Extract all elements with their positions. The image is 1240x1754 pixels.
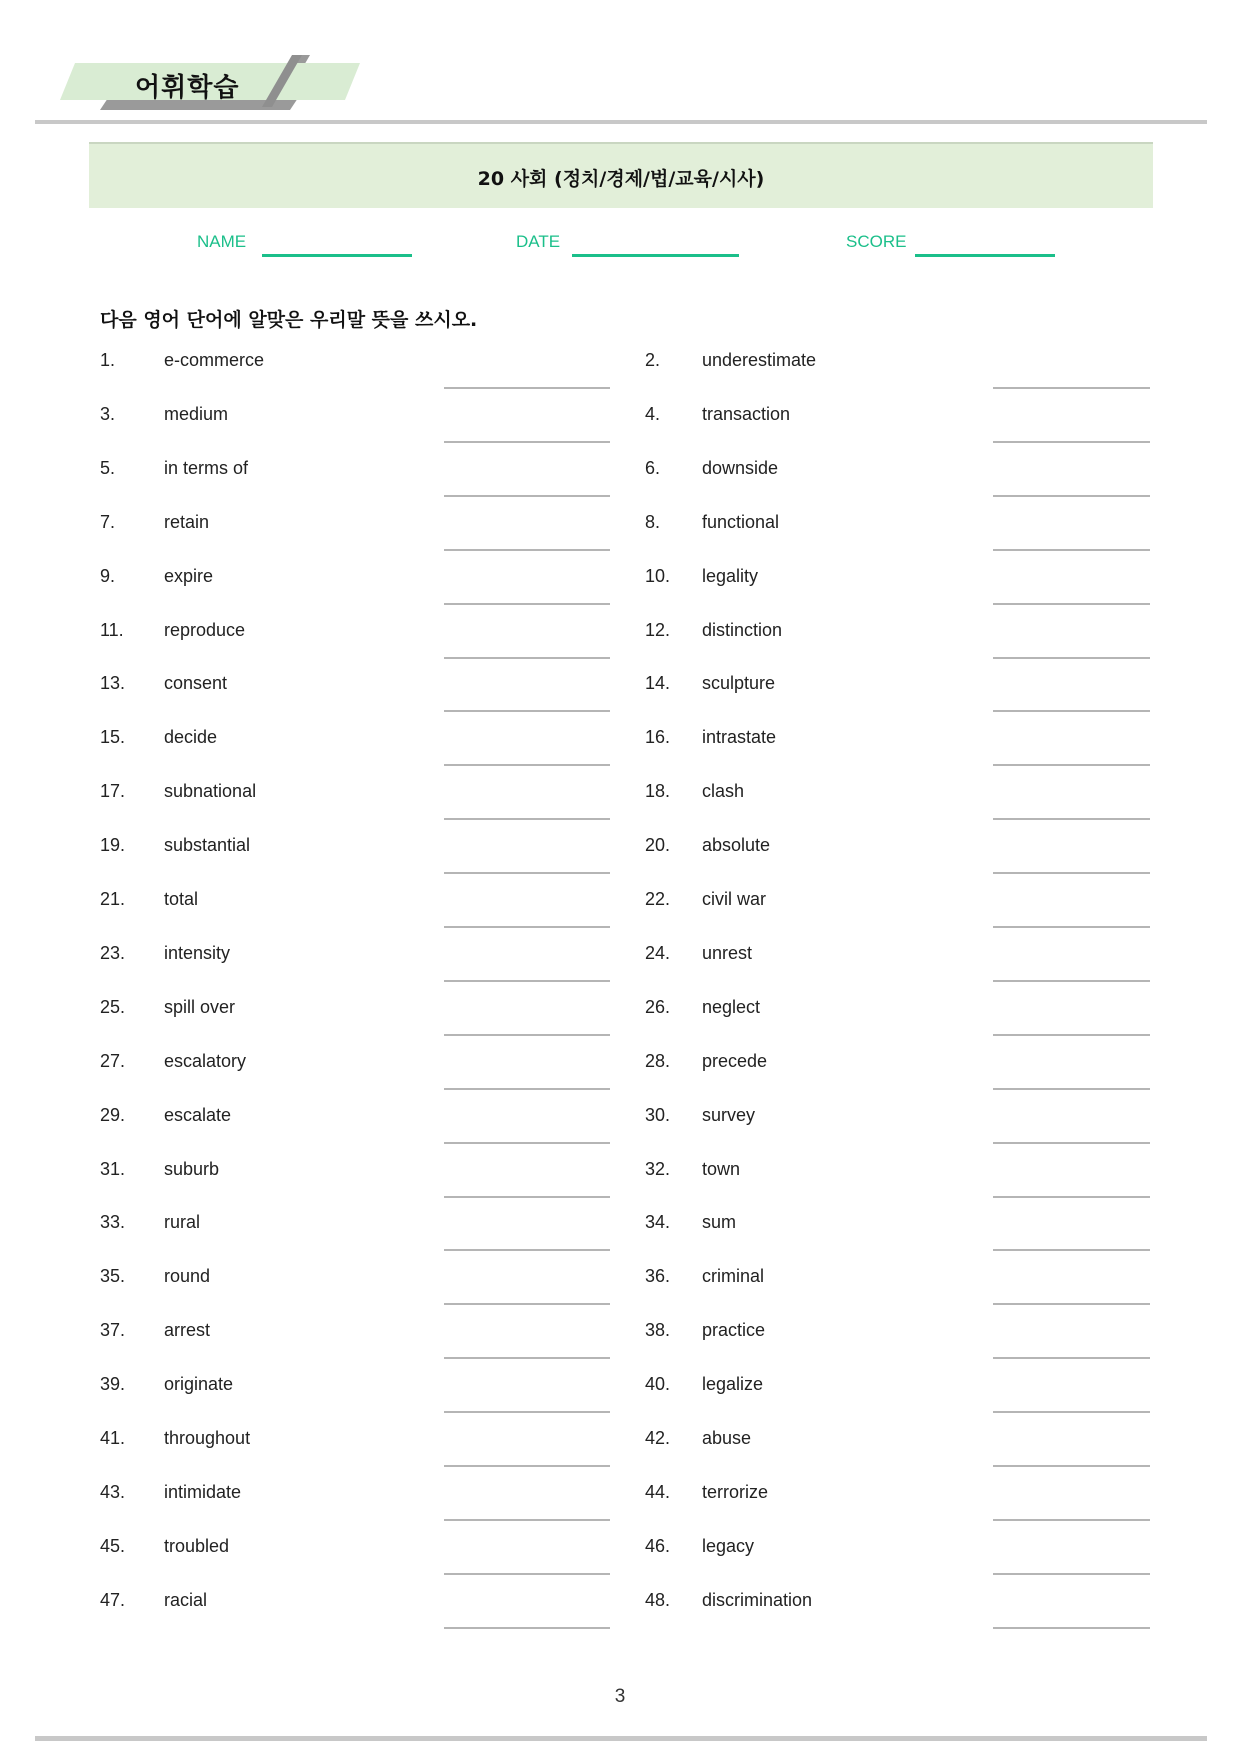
item-number: 42.	[645, 1428, 671, 1448]
answer-line[interactable]	[444, 710, 610, 712]
item-word: intrastate	[702, 727, 777, 748]
answer-line[interactable]	[993, 1573, 1150, 1575]
item-word: arrest	[164, 1320, 211, 1341]
item-number: 18.	[645, 781, 671, 802]
answer-line[interactable]	[993, 872, 1150, 874]
answer-line[interactable]	[444, 495, 610, 497]
item-word: in terms of	[164, 457, 249, 478]
answer-line[interactable]	[993, 549, 1150, 551]
answer-line[interactable]	[444, 980, 610, 982]
item-number: 34.	[645, 1212, 671, 1233]
answer-line[interactable]	[444, 1142, 610, 1144]
item-number: 41.	[100, 1428, 126, 1448]
item-word: survey	[702, 1104, 756, 1125]
item-word: escalatory	[164, 1050, 247, 1071]
answer-line[interactable]	[444, 1627, 610, 1629]
item-word: terrorize	[702, 1481, 769, 1502]
item-number: 32.	[645, 1158, 671, 1179]
item-number: 14.	[645, 673, 671, 694]
answer-line[interactable]	[444, 1196, 610, 1198]
item-number: 38.	[645, 1320, 671, 1341]
item-word: escalate	[164, 1104, 232, 1125]
item-word: precede	[702, 1050, 768, 1071]
answer-line[interactable]	[444, 549, 610, 551]
answer-line[interactable]	[444, 764, 610, 766]
item-word: practice	[702, 1320, 766, 1341]
item-number: 22.	[645, 889, 671, 909]
item-number: 28.	[645, 1050, 671, 1071]
score-label: SCORE	[846, 232, 907, 251]
item-word: substantial	[164, 835, 251, 856]
item-number: 4.	[645, 403, 661, 424]
item-word: legality	[702, 565, 759, 586]
item-number: 33.	[100, 1212, 126, 1233]
item-word: legalize	[702, 1374, 764, 1395]
answer-line[interactable]	[993, 764, 1150, 766]
item-number: 46.	[645, 1535, 671, 1556]
answer-line[interactable]	[444, 872, 610, 874]
answer-line[interactable]	[444, 1303, 610, 1305]
item-word: legacy	[702, 1535, 755, 1556]
page-number: 3	[614, 1686, 626, 1707]
item-word: town	[702, 1158, 741, 1179]
answer-line[interactable]	[993, 818, 1150, 820]
item-number: 9.	[100, 565, 116, 586]
top-divider	[35, 120, 1207, 124]
item-number: 45.	[100, 1535, 126, 1556]
item-number: 47.	[100, 1589, 126, 1610]
item-word: discrimination	[702, 1589, 813, 1610]
item-number: 39.	[100, 1374, 126, 1395]
answer-line[interactable]	[444, 926, 610, 928]
score-field[interactable]	[915, 254, 1055, 257]
name-label: NAME	[197, 232, 247, 251]
item-number: 24.	[645, 942, 671, 963]
item-number: 5.	[100, 457, 116, 478]
item-word: total	[164, 889, 199, 909]
item-number: 31.	[100, 1158, 126, 1179]
item-word: sum	[702, 1212, 737, 1233]
answer-line[interactable]	[993, 926, 1150, 928]
page-title: 어휘학습	[135, 73, 240, 103]
item-number: 30.	[645, 1104, 671, 1125]
item-number: 37.	[100, 1320, 126, 1341]
item-word: abuse	[702, 1428, 752, 1448]
answer-line[interactable]	[993, 387, 1150, 389]
answer-line[interactable]	[993, 1196, 1150, 1198]
item-word: absolute	[702, 835, 771, 856]
item-word: distinction	[702, 619, 783, 640]
item-number: 8.	[645, 511, 661, 532]
answer-line[interactable]	[993, 1303, 1150, 1305]
item-number: 6.	[645, 457, 661, 478]
item-number: 43.	[100, 1481, 126, 1502]
date-field[interactable]	[572, 254, 739, 257]
item-number: 27.	[100, 1050, 126, 1071]
banner-title: 20 사회 (정치/경제/법/교육/시사)	[477, 168, 765, 190]
item-word: subnational	[164, 781, 257, 802]
answer-line[interactable]	[444, 441, 610, 443]
item-word: sculpture	[702, 673, 776, 694]
answer-line[interactable]	[444, 387, 610, 389]
item-number: 11.	[100, 619, 124, 640]
item-number: 10.	[645, 565, 671, 586]
item-number: 29.	[100, 1104, 126, 1125]
item-word: functional	[702, 511, 780, 532]
item-word: suburb	[164, 1158, 220, 1179]
item-number: 2.	[645, 350, 661, 370]
answer-line[interactable]	[993, 441, 1150, 443]
item-word: underestimate	[702, 350, 817, 370]
answer-line[interactable]	[993, 603, 1150, 605]
item-word: consent	[164, 673, 228, 694]
item-word: throughout	[164, 1428, 251, 1448]
answer-line[interactable]	[444, 1357, 610, 1359]
item-word: spill over	[164, 996, 236, 1017]
answer-line[interactable]	[444, 1249, 610, 1251]
item-number: 16.	[645, 727, 671, 748]
item-number: 7.	[100, 511, 116, 532]
item-word: intimidate	[164, 1481, 242, 1502]
item-word: medium	[164, 403, 229, 424]
item-number: 1.	[100, 350, 116, 370]
answer-line[interactable]	[444, 1034, 610, 1036]
answer-line[interactable]	[444, 1088, 610, 1090]
title-banner	[89, 142, 1153, 208]
item-word: intensity	[164, 942, 231, 963]
answer-line[interactable]	[444, 1573, 610, 1575]
item-word: rural	[164, 1212, 201, 1233]
item-word: e-commerce	[164, 350, 265, 370]
answer-line[interactable]	[993, 1465, 1150, 1467]
item-number: 15.	[100, 727, 126, 748]
item-word: racial	[164, 1589, 208, 1610]
item-number: 36.	[645, 1266, 671, 1287]
item-number: 35.	[100, 1266, 126, 1287]
item-word: criminal	[702, 1266, 765, 1287]
item-word: civil war	[702, 889, 767, 909]
answer-line[interactable]	[444, 657, 610, 659]
item-word: downside	[702, 457, 779, 478]
item-word: reproduce	[164, 619, 246, 640]
answer-line[interactable]	[993, 1142, 1150, 1144]
bottom-divider	[35, 1736, 1207, 1741]
answer-line[interactable]	[993, 1357, 1150, 1359]
answer-line[interactable]	[993, 1519, 1150, 1521]
item-word: neglect	[702, 996, 761, 1017]
item-number: 17.	[100, 781, 126, 802]
answer-line[interactable]	[444, 603, 610, 605]
item-number: 20.	[645, 835, 671, 856]
item-number: 12.	[645, 619, 671, 640]
instruction-text: 다음 영어 단어에 알맞은 우리말 뜻을 쓰시오.	[100, 309, 478, 331]
item-word: unrest	[702, 942, 753, 963]
item-number: 25.	[100, 996, 126, 1017]
answer-line[interactable]	[444, 1411, 610, 1413]
item-word: retain	[164, 511, 210, 532]
item-word: decide	[164, 727, 218, 748]
item-word: round	[164, 1266, 211, 1287]
answer-line[interactable]	[444, 1465, 610, 1467]
answer-line[interactable]	[993, 1088, 1150, 1090]
answer-line[interactable]	[993, 657, 1150, 659]
answer-line[interactable]	[993, 1249, 1150, 1251]
name-field[interactable]	[262, 254, 412, 257]
item-number: 23.	[100, 942, 126, 963]
answer-line[interactable]	[444, 818, 610, 820]
answer-line[interactable]	[444, 1519, 610, 1521]
answer-line[interactable]	[993, 1034, 1150, 1036]
item-number: 21.	[100, 889, 126, 909]
item-number: 44.	[645, 1481, 671, 1502]
answer-line[interactable]	[993, 495, 1150, 497]
item-word: transaction	[702, 403, 791, 424]
item-number: 13.	[100, 673, 126, 694]
item-word: expire	[164, 565, 214, 586]
item-number: 19.	[100, 835, 126, 856]
item-number: 3.	[100, 403, 116, 424]
item-number: 40.	[645, 1374, 671, 1395]
answer-line[interactable]	[993, 1627, 1150, 1629]
item-word: troubled	[164, 1535, 230, 1556]
answer-line[interactable]	[993, 710, 1150, 712]
answer-line[interactable]	[993, 980, 1150, 982]
item-word: originate	[164, 1374, 234, 1395]
answer-line[interactable]	[993, 1411, 1150, 1413]
item-number: 26.	[645, 996, 671, 1017]
date-label: DATE	[516, 232, 561, 251]
item-number: 48.	[645, 1589, 671, 1610]
item-word: clash	[702, 781, 745, 802]
